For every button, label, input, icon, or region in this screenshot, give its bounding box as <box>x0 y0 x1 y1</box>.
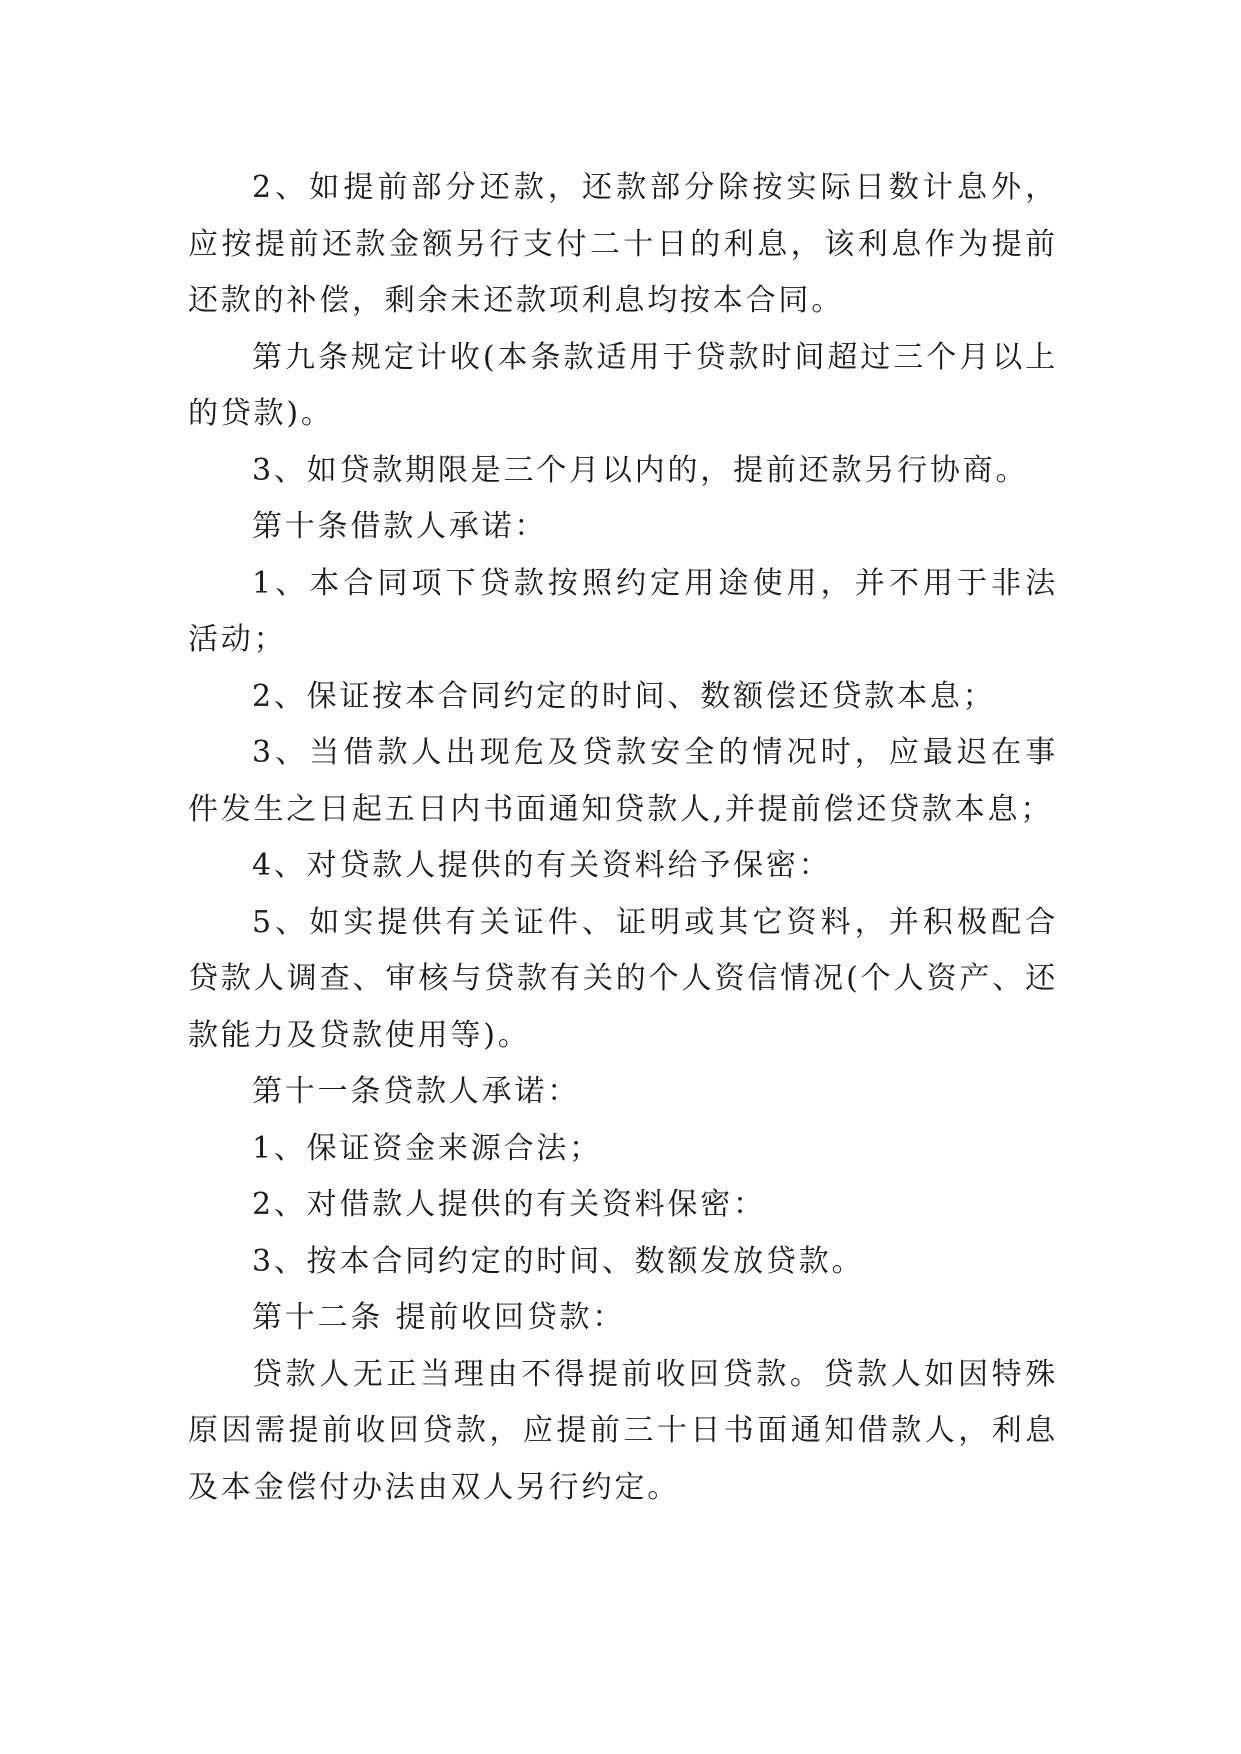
paragraph: 2、保证按本合同约定的时间、数额偿还贷款本息； <box>252 678 996 714</box>
paragraph: 第九条规定计收(本条款适用于贷款时间超过三个月以上的贷款)。 <box>188 339 1058 431</box>
paragraph: 2、如提前部分还款，还款部分除按实际日数计息外，应按提前还款金额另行支付二十日的利息，该利息作为提前还款的补偿，剩余未还款项利息均按本合同。 <box>188 170 1058 318</box>
paragraph: 1、本合同项下贷款按照约定用途使用，并不用于非法活动； <box>188 565 1058 657</box>
paragraph: 4、对贷款人提供的有关资料给予保密： <box>252 848 832 883</box>
section-heading: 第十二条 提前收回贷款： <box>252 1300 626 1335</box>
paragraph: 3、按本合同约定的时间、数额发放贷款。 <box>252 1243 865 1279</box>
paragraph: 2、对借款人提供的有关资料保密： <box>252 1187 766 1222</box>
paragraph: 5、如实提供有关证件、证明或其它资料，并积极配合贷款人调查、审核与贷款有关的个人资信情况(个人资产、还款能力及贷款使用等)。 <box>188 904 1058 1053</box>
paragraph: 3、当借款人出现危及贷款安全的情况时，应最迟在事件发生之日起五日内书面通知贷款人,并提前偿还贷款本息； <box>188 735 1058 827</box>
section-heading: 第十条借款人承诺： <box>252 509 548 544</box>
section-heading: 第十一条贷款人承诺： <box>252 1074 580 1109</box>
document-body <box>188 160 1058 1516</box>
paragraph: 贷款人无正当理由不得提前收回贷款。贷款人如因特殊原因需提前收回贷款，应提前三十日书面通知借款人，利息及本金偿付办法由双人另行约定。 <box>188 1356 1058 1505</box>
paragraph: 1、保证资金来源合法； <box>252 1130 602 1166</box>
paragraph: 3、如贷款期限是三个月以内的，提前还款另行协商。 <box>252 452 1029 488</box>
